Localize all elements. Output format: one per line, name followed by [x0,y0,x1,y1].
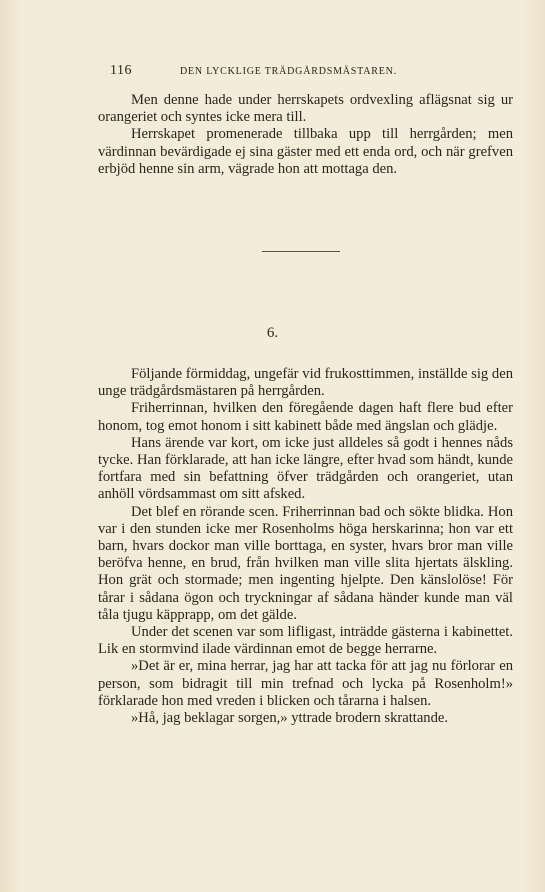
section-divider [262,251,340,252]
paragraph: »Hå, jag beklagar sorgen,» yttrade brodern skrattande. [131,710,449,727]
paragraph: Friherrinnan, hvilken den föregående dagen haft flere bud efter honom, tog emot honom i sitt kabinett både med ängslan och glädje. [98,400,513,434]
paragraph: Det blef en rörande scen. Friherrinnan bad och sökte blidka. Hon var i den stunden icke mer Rosenholms höga herskarinna; hon var ett barn, hvars dockor man ville borttaga, en syster, hvars bror man ville beröfva henne, en brud, från hvilken man ville slita hjertats älskling. Hon grät och stormade; men ingenting hjelpte. Den känslolöse! För tårar i sådana ögon och tryckningar af sådana händer kunde man väl tåla tjugu käpprapp, om det gälde. [98,503,513,623]
chapter-number: 6. [266,325,279,341]
paragraph: »Det är er, mina herrar, jag har att tacka för att jag nu förlorar en person, som bidragit till min trefnad och lycka på Rosenholm!» förklarade hon med vreden i blicken och tårarna i halsen. [98,658,513,709]
page-number: 116 [110,63,132,78]
paragraph: Följande förmiddag, ungefär vid frukosttimmen, inställde sig den unge trädgårdsmästaren på herrgården. [98,366,513,400]
section-main [98,366,513,727]
running-head: DEN LYCKLIGE TRÄDGÅRDSMÄSTAREN. [180,66,397,77]
paragraph: Under det scenen var som lifligast, inträdde gästerna i kabinettet. Lik en stormvind ilade värdinnan emot de begge herrarne. [98,624,513,658]
page-header [98,63,513,81]
section-top [98,92,513,178]
paragraph: Herrskapet promenerade tillbaka upp till herrgården; men värdinnan bevärdigade ej sina gäster med ett enda ord, och när grefven erbjöd henne sin arm, vägrade hon att mottaga den. [98,126,513,177]
paragraph: Men denne hade under herrskapets ordvexling aflägsnat sig ur orangeriet och syntes icke mera till. [98,92,513,126]
paragraph: Hans ärende var kort, om icke just alldeles så godt i hennes nåds tycke. Han förklarade, att han icke längre, efter hvad som händt, kunde fortfara med sin befattning öfver trädgården och orangeriet, utan anhöll vördsammast om sitt afsked. [98,434,513,503]
